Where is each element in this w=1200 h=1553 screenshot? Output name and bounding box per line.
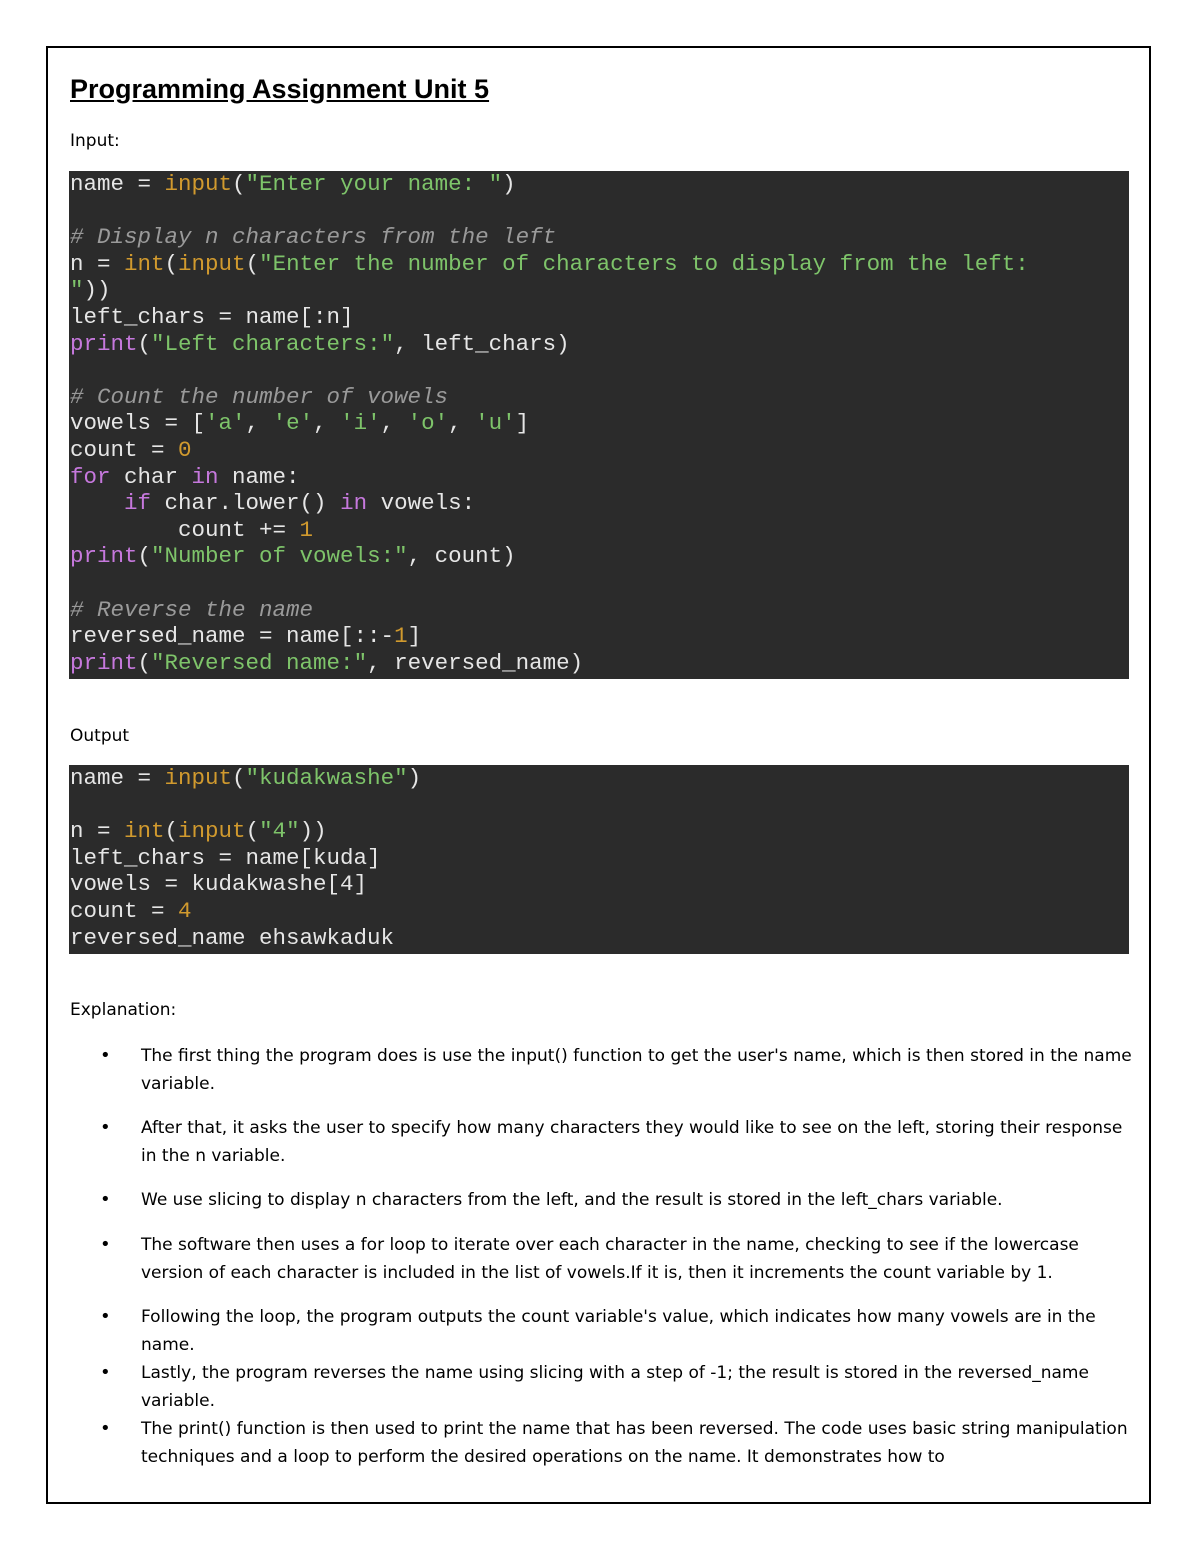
- code-token: n =: [70, 250, 125, 277]
- code-token: char.lower(): [151, 490, 341, 517]
- code-token: 'u': [475, 410, 516, 437]
- code-token: for: [70, 463, 111, 490]
- code-line: [70, 818, 327, 844]
- code-line: [70, 845, 381, 871]
- code-token: "kudakwashe": [245, 765, 408, 791]
- list-item: [100, 1415, 1140, 1471]
- code-token: , left_chars): [394, 330, 570, 357]
- code-token: "4": [259, 818, 300, 845]
- output-code: [70, 765, 1129, 951]
- code-token: [70, 490, 124, 516]
- code-token: 'o': [407, 410, 449, 437]
- code-token: count =: [70, 436, 179, 463]
- code-token: "Left characters:": [151, 330, 395, 357]
- bullet-text: Lastly, the program reverses the name using slicing with a step of -1; the result is stored in the reversed_name variable.: [141, 1363, 1089, 1411]
- code-token: 0: [178, 436, 192, 463]
- code-token: name:: [218, 463, 300, 490]
- list-item: [100, 1042, 1140, 1098]
- code-token: (: [164, 818, 179, 845]
- input-label: Input:: [70, 131, 120, 151]
- code-token: ): [407, 765, 422, 791]
- code-line: [70, 277, 111, 303]
- code-token: left_chars = name[:n]: [70, 303, 354, 330]
- code-token: (: [232, 171, 246, 197]
- code-token: 'e': [272, 410, 314, 437]
- code-token: input: [178, 250, 246, 277]
- code-token: print: [70, 330, 138, 357]
- code-token: (: [232, 765, 246, 791]
- code-token: ": [70, 277, 84, 304]
- explanation-label: Explanation:: [70, 1000, 177, 1020]
- code-token: int: [124, 250, 165, 277]
- page-title: Programming Assignment Unit 5: [70, 74, 490, 104]
- code-line: [70, 304, 354, 330]
- code-line: [70, 871, 367, 897]
- code-token: vowels:: [367, 490, 476, 517]
- code-token: "Number of vowels:": [151, 543, 408, 570]
- code-token: ,: [313, 410, 341, 437]
- code-token: ]: [407, 623, 422, 650]
- code-token: 1: [299, 516, 314, 543]
- code-token: input: [178, 818, 246, 845]
- code-line: [70, 597, 313, 623]
- code-token: "Enter the number of characters to display from the left:: [259, 250, 1029, 277]
- code-line: [70, 490, 475, 516]
- list-item: [100, 1231, 1140, 1287]
- code-line: [70, 650, 583, 676]
- bullet-text: We use slicing to display n characters from the left, and the result is stored in the left_chars variable.: [141, 1190, 1003, 1210]
- bullet-text: The print() function is then used to print the name that has been reversed. The code uses basic string manipulation techniques and a loop to perform the desired operations on the name. It demonstrates how to: [141, 1419, 1128, 1467]
- code-token: 4: [178, 897, 192, 924]
- code-token: "Enter your name: ": [245, 171, 503, 197]
- code-token: print: [70, 543, 138, 570]
- code-token: (: [137, 330, 152, 357]
- code-token: (: [245, 250, 260, 277]
- bullet-text: The software then uses a for loop to iterate over each character in the name, checking to see if the lowercase version of each character is included in the list of vowels.If it is, then it increments the count variable by 1.: [141, 1235, 1079, 1283]
- code-token: int: [124, 818, 165, 845]
- output-code-block: [69, 765, 1129, 954]
- code-token: n =: [70, 818, 125, 845]
- code-token: vowels = [: [70, 410, 206, 437]
- code-token: 'i': [340, 410, 381, 437]
- code-token: count =: [70, 897, 179, 924]
- code-line: [70, 171, 516, 197]
- code-token: (: [245, 818, 260, 845]
- code-token: ): [502, 171, 516, 197]
- code-line: [70, 224, 556, 250]
- code-line: [70, 623, 421, 649]
- code-token: print: [70, 649, 138, 676]
- code-token: ,: [448, 410, 476, 437]
- code-token: name =: [70, 171, 165, 197]
- code-line: [70, 543, 516, 569]
- code-token: in: [340, 490, 368, 517]
- code-token: # Reverse the name: [70, 596, 314, 623]
- code-token: name =: [70, 765, 165, 791]
- list-item: [100, 1114, 1140, 1170]
- code-token: ,: [380, 410, 408, 437]
- code-token: )): [83, 277, 111, 304]
- code-token: reversed_name ehsawkaduk: [70, 924, 395, 951]
- code-token: count +=: [70, 516, 300, 543]
- bullet-text: Following the loop, the program outputs the count variable's value, which indicates how many vowels are in the name.: [141, 1307, 1096, 1355]
- code-token: vowels = kudakwashe[4]: [70, 871, 368, 898]
- output-label: Output: [70, 726, 130, 746]
- bullet-text: The first thing the program does is use the input() function to get the user's name, which is then stored in the name variable.: [141, 1046, 1132, 1094]
- code-line: [70, 925, 394, 951]
- code-token: 'a': [205, 410, 246, 437]
- list-item: [100, 1186, 1140, 1214]
- code-token: )): [299, 818, 327, 845]
- code-line: [70, 464, 300, 490]
- code-token: left_chars = name[kuda]: [70, 844, 381, 871]
- list-item: [100, 1303, 1140, 1359]
- code-token: # Count the number of vowels: [70, 383, 449, 410]
- list-item: [100, 1359, 1140, 1415]
- bullet-text: After that, it asks the user to specify how many characters they would like to see on the left, storing their response in the n variable.: [141, 1118, 1123, 1166]
- code-line: [70, 331, 570, 357]
- code-token: (: [137, 543, 152, 570]
- code-token: ,: [245, 410, 273, 437]
- code-line: [70, 410, 529, 436]
- input-code-block: [69, 171, 1129, 679]
- code-token: (: [137, 649, 152, 676]
- code-token: "Reversed name:": [151, 649, 368, 676]
- code-line: [70, 251, 1029, 277]
- input-code: [70, 171, 1129, 676]
- code-line: [70, 437, 192, 463]
- code-token: reversed_name = name[::-: [70, 623, 395, 650]
- code-token: char: [110, 463, 192, 490]
- code-token: , count): [407, 543, 516, 570]
- code-token: # Display n characters from the left: [70, 224, 557, 251]
- explanation-list: [100, 1042, 1140, 1471]
- code-token: 1: [394, 623, 408, 650]
- code-token: (: [164, 250, 179, 277]
- code-line: [70, 765, 421, 791]
- code-token: ]: [515, 410, 530, 437]
- code-token: , reversed_name): [367, 649, 584, 676]
- code-token: input: [164, 765, 233, 791]
- code-line: [70, 517, 313, 543]
- code-token: if: [124, 490, 152, 517]
- code-line: [70, 898, 192, 924]
- code-line: [70, 384, 448, 410]
- code-token: input: [164, 171, 233, 197]
- code-token: in: [191, 463, 219, 490]
